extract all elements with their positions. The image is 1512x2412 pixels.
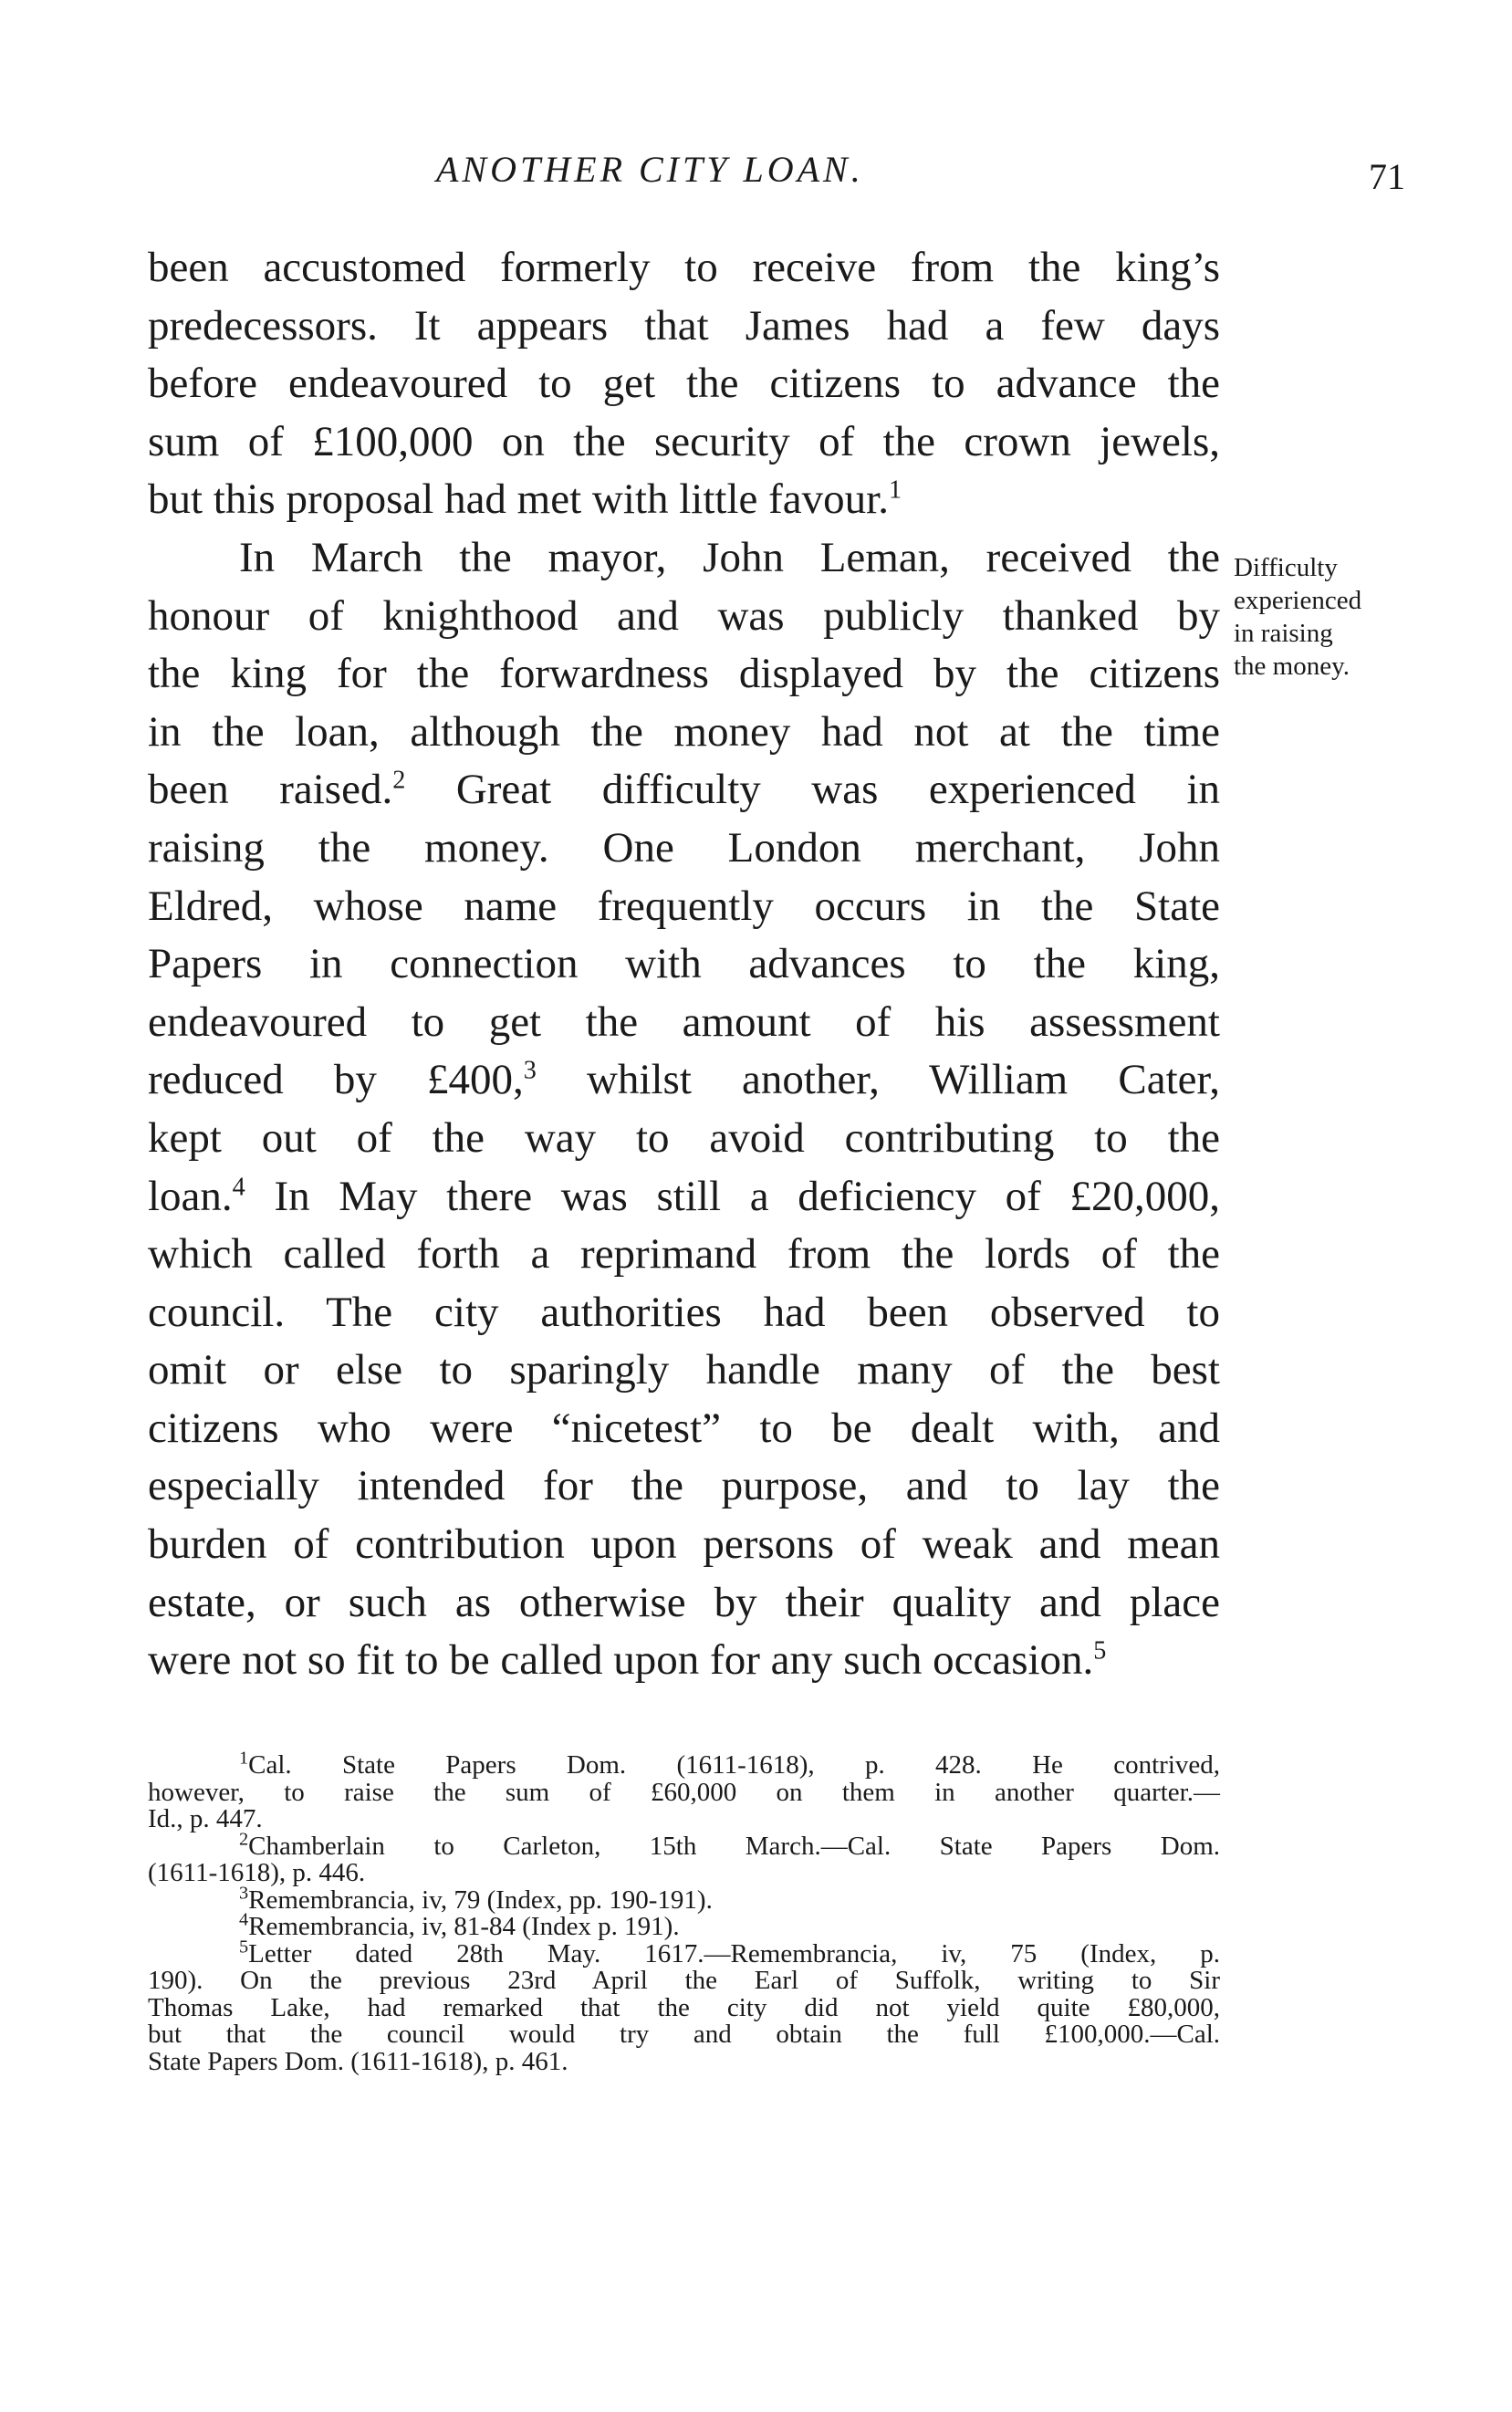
footnotes bbox=[148, 1748, 1220, 2076]
footnote-line: however, to raise the sum of £60,000 on them in another quarter.— bbox=[148, 1777, 1220, 1807]
footnote-ref: 1 bbox=[888, 475, 902, 505]
footnote-marker: 3 bbox=[239, 1882, 249, 1903]
page-number: 71 bbox=[1369, 156, 1405, 197]
footnote-line: $^3$Remembrancia, iv, 79 (Index, pp. 190-191). bbox=[239, 1882, 713, 1915]
text-line: been raised.$^2$ Great difficulty was experienced in bbox=[148, 766, 1221, 814]
text-line: but this proposal had met with little favour.$^1$ bbox=[148, 475, 902, 524]
text-line: endeavoured to get the amount of his assessment bbox=[148, 997, 1220, 1046]
footnote-ref: 3 bbox=[523, 1056, 537, 1085]
text-line: burden of contribution upon persons of weak and mean bbox=[148, 1520, 1220, 1569]
footnote-ref: 5 bbox=[1093, 1636, 1107, 1665]
footnote-line: $^5$Letter dated 28th May. 1617.—Remembrancia, iv, 75 (Index, p. bbox=[239, 1936, 1220, 1968]
text-line: council. The city authorities had been observed to bbox=[148, 1288, 1220, 1336]
marginal-note-line: experienced bbox=[1234, 586, 1362, 615]
footnote-line: $^2$Chamberlain to Carleton, 15th March.—Cal. State Papers Dom. bbox=[239, 1828, 1220, 1861]
footnote-marker: 2 bbox=[239, 1828, 249, 1849]
marginal-note bbox=[1234, 551, 1453, 683]
footnote-marker: 4 bbox=[239, 1909, 249, 1930]
marginal-note-line: the money. bbox=[1234, 652, 1350, 681]
text-line: were not so fit to be called upon for any such occasion.$^5$ bbox=[148, 1636, 1107, 1685]
text-line: estate, or such as otherwise by their quality and place bbox=[148, 1578, 1220, 1626]
main-text bbox=[148, 239, 1220, 1690]
footnote-line: $^1$Cal. State Papers Dom. (1611-1618), p. 428. He contrived, bbox=[239, 1748, 1220, 1780]
running-title: ANOTHER CITY LOAN. bbox=[436, 149, 864, 190]
text-line: sum of £100,000 on the security of the crown jewels, bbox=[148, 417, 1220, 465]
text-line: been accustomed formerly to receive from the king’s bbox=[148, 244, 1220, 291]
text-line: omit or else to sparingly handle many of the best bbox=[148, 1346, 1220, 1394]
text-line: predecessors. It appears that James had a few days bbox=[148, 301, 1220, 350]
footnote-marker: 5 bbox=[239, 1936, 249, 1957]
footnote-ref: 4 bbox=[232, 1172, 245, 1201]
running-head bbox=[0, 148, 1512, 203]
text-line: especially intended for the purpose, and to lay the bbox=[148, 1462, 1220, 1510]
text-line: In March the mayor, John Leman, received the bbox=[239, 533, 1220, 581]
text-line: Eldred, whose name frequently occurs in the State bbox=[148, 882, 1220, 930]
footnote-ref: 2 bbox=[392, 766, 406, 795]
marginal-note-line: in raising bbox=[1234, 619, 1333, 648]
text-line: raising the money. One London merchant, John bbox=[148, 823, 1220, 872]
footnote-line: Thomas Lake, had remarked that the city did not yield quite £80,000, bbox=[148, 1992, 1220, 2022]
footnote-line: but that the council would try and obtain the full £100,000.—Cal. bbox=[148, 2020, 1220, 2049]
text-line: which called forth a reprimand from the lords of the bbox=[148, 1230, 1220, 1279]
text-line: kept out of the way to avoid contributing to the bbox=[148, 1113, 1220, 1162]
text-line: loan.$^4$ In May there was still a deficiency of £20,000, bbox=[148, 1172, 1220, 1220]
text-line: before endeavoured to get the citizens to advance the bbox=[148, 360, 1220, 408]
footnote-line: Id., p. 447. bbox=[148, 1804, 263, 1833]
marginal-note-line: Difficulty bbox=[1234, 553, 1338, 582]
footnote-line: $^4$Remembrancia, iv, 81-84 (Index p. 191). bbox=[239, 1909, 680, 1941]
text-line: honour of knighthood and was publicly thanked by bbox=[148, 591, 1220, 640]
text-line: citizens who were “nicetest” to be dealt with, and bbox=[148, 1404, 1220, 1452]
text-line: in the loan, although the money had not at the time bbox=[148, 707, 1220, 756]
footnote-line: State Papers Dom. (1611-1618), p. 461. bbox=[148, 2046, 568, 2076]
text-line: Papers in connection with advances to the king, bbox=[148, 940, 1220, 988]
footnote-line: (1611-1618), p. 446. bbox=[148, 1858, 366, 1887]
footnote-line: 190). On the previous 23rd April the Earl of Suffolk, writing to Sir bbox=[148, 1966, 1220, 1995]
text-line: the king for the forwardness displayed by the citizens bbox=[148, 650, 1220, 698]
text-line: reduced by £400,$^3$ whilst another, William Cater, bbox=[148, 1056, 1221, 1104]
footnote-marker: 1 bbox=[239, 1748, 249, 1769]
